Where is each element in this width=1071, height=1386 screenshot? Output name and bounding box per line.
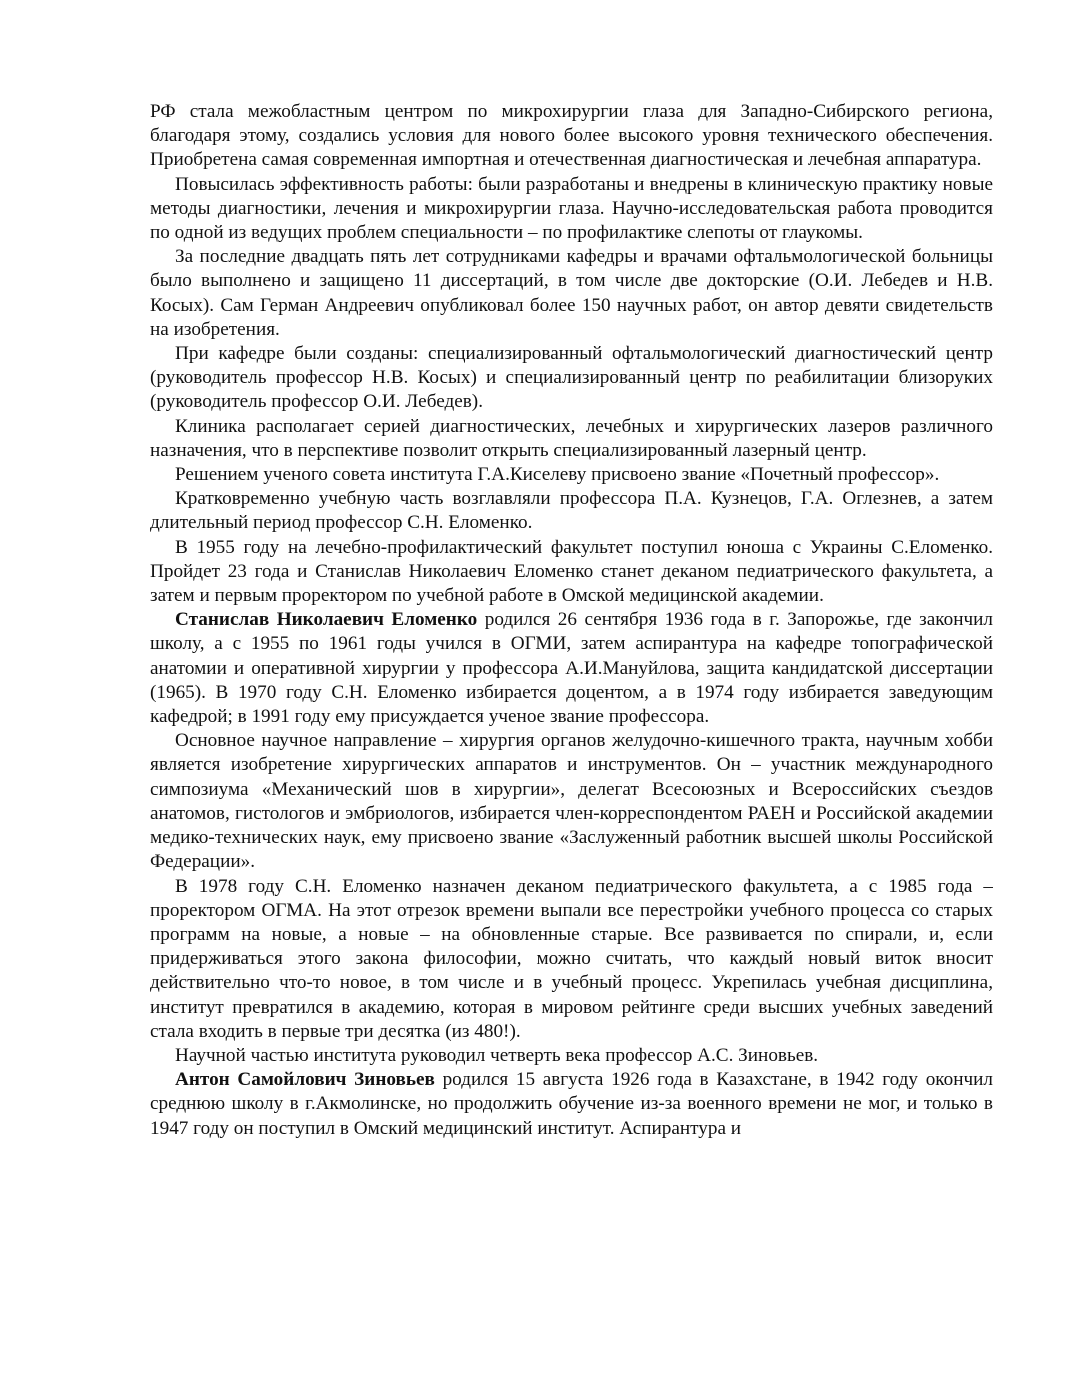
person-name-bold: Станислав Николаевич Еломенко [175,609,478,631]
paragraph-text: родился 15 августа 1926 года в Казахстане, в 1942 году окончил среднюю школу в г.Акмолинске, но продолжить обучение из-за военного времени не мог, и только в 1947 году он поступил в Омский медицинский институт. Аспирантура и [150,1069,993,1139]
person-name-bold: Антон Самойлович Зиновьев [175,1069,435,1091]
paragraph-13-biography-zinoviev [150,1068,993,1141]
paragraph-text: Кратковременно учебную часть возглавляли профессора П.А. Кузнецов, Г.А. Оглезнев, а затем длительный период профессор С.Н. Еломенко. [150,488,993,534]
paragraph-text: Повысилась эффективность работы: были разработаны и внедрены в клиническую практику новые методы диагностики, лечения и микрохирургии глаза. Научно-исследовательская работа проводится по одной из ведущих проблем специальности – по профилактике слепоты от глаукомы. [150,173,993,244]
paragraph-8 [150,536,993,609]
paragraph-10 [150,729,993,874]
paragraph-text: Клиника располагает серией диагностических, лечебных и хирургических лазеров различного назначения, что в перспективе позволит открыть специализированный лазерный центр. [150,415,993,461]
paragraph-9-biography-elomenko [150,608,993,729]
paragraph-text: Решением ученого совета института Г.А.Киселеву присвоено звание «Почетный профессор». [175,464,940,486]
paragraph-7 [150,487,993,535]
paragraph-4 [150,342,993,415]
paragraph-5 [150,415,993,463]
paragraph-12 [150,1044,993,1068]
paragraph-3 [150,245,993,342]
paragraph-2 [150,173,993,246]
paragraph-text: В 1955 году на лечебно-профилактический факультет поступил юноша с Украины С.Еломенко. Пройдет 23 года и Станислав Николаевич Еломенко станет деканом педиатрического факультета, а затем и первым проректором по учебной работе в Омской медицинской академии. [150,536,993,607]
paragraph-text: При кафедре были созданы: специализированный офтальмологический диагностический центр (руководитель профессор Н.В. Косых) и специализированный центр по реабилитации близоруких (руководитель профессор О.И. Лебедев). [150,343,993,413]
paragraph-1 [150,100,993,173]
paragraph-text: Научной частью института руководил четверть века профессор А.С. Зиновьев. [175,1044,819,1066]
paragraph-11 [150,875,993,1044]
paragraph-text: родился 26 сентября 1936 года в г. Запорожье, где закончил школу, а с 1955 по 1961 годы учился в ОГМИ, затем аспирантура на кафедре топографической анатомии и оперативной хирургии у профессора А.И.Мануйлова, защита кандидатской диссертации (1965). В 1970 году С.Н. Еломенко избирается доцентом, а в 1974 году избирается заведующим кафедрой; в 1991 году ему присуждается ученое звание профессора. [150,609,993,728]
paragraph-text: Основное научное направление – хирургия органов желудочно-кишечного тракта, научным хобби является изобретение хирургических аппаратов и инструментов. Он – участник международного симпозиума «Механический шов в хирургии», делегат Всесоюзных и Всероссийских съездов анатомов, гистологов и эмбриологов, избирается член-корреспондентом РАЕН и Российской академии медико-технических наук, ему присвоено звание «Заслуженный работник высшей школы Российской Федерации». [150,730,993,873]
paragraph-text: В 1978 году С.Н. Еломенко назначен деканом педиатрического факультета, а с 1985 года – проректором ОГМА. На этот отрезок времени выпали все перестройки учебного процесса со старых программ на новые, а новые – на обновленные старые. Все развивается по спирали, и, если придерживаться этого закона философии, можно считать, что каждый новый виток вносит действительно что-то новое, в том числе и в учебный процесс. Укрепилась учебная дисциплина, институт превратился в академию, которая в мировом рейтинге среди высших учебных заведений стала входить в первые три десятка (из 480!). [150,875,993,1042]
document-page [150,100,993,1350]
paragraph-text: РФ стала межобластным центром по микрохирургии глаза для Западно-Сибирского региона, благодаря этому, создались условия для нового более высокого уровня технического обеспечения. Приобретена самая современная импортная и отечественная диагностическая и лечебная аппаратура. [150,101,993,171]
paragraph-text: За последние двадцать пять лет сотрудниками кафедры и врачами офтальмологической больницы было выполнено и защищено 11 диссертаций, в том числе две докторские (О.И. Лебедев и Н.В. Косых). Сам Герман Андреевич опубликовал более 150 научных работ, он автор девяти свидетельств на изобретения. [150,246,993,340]
paragraph-6 [150,463,993,487]
